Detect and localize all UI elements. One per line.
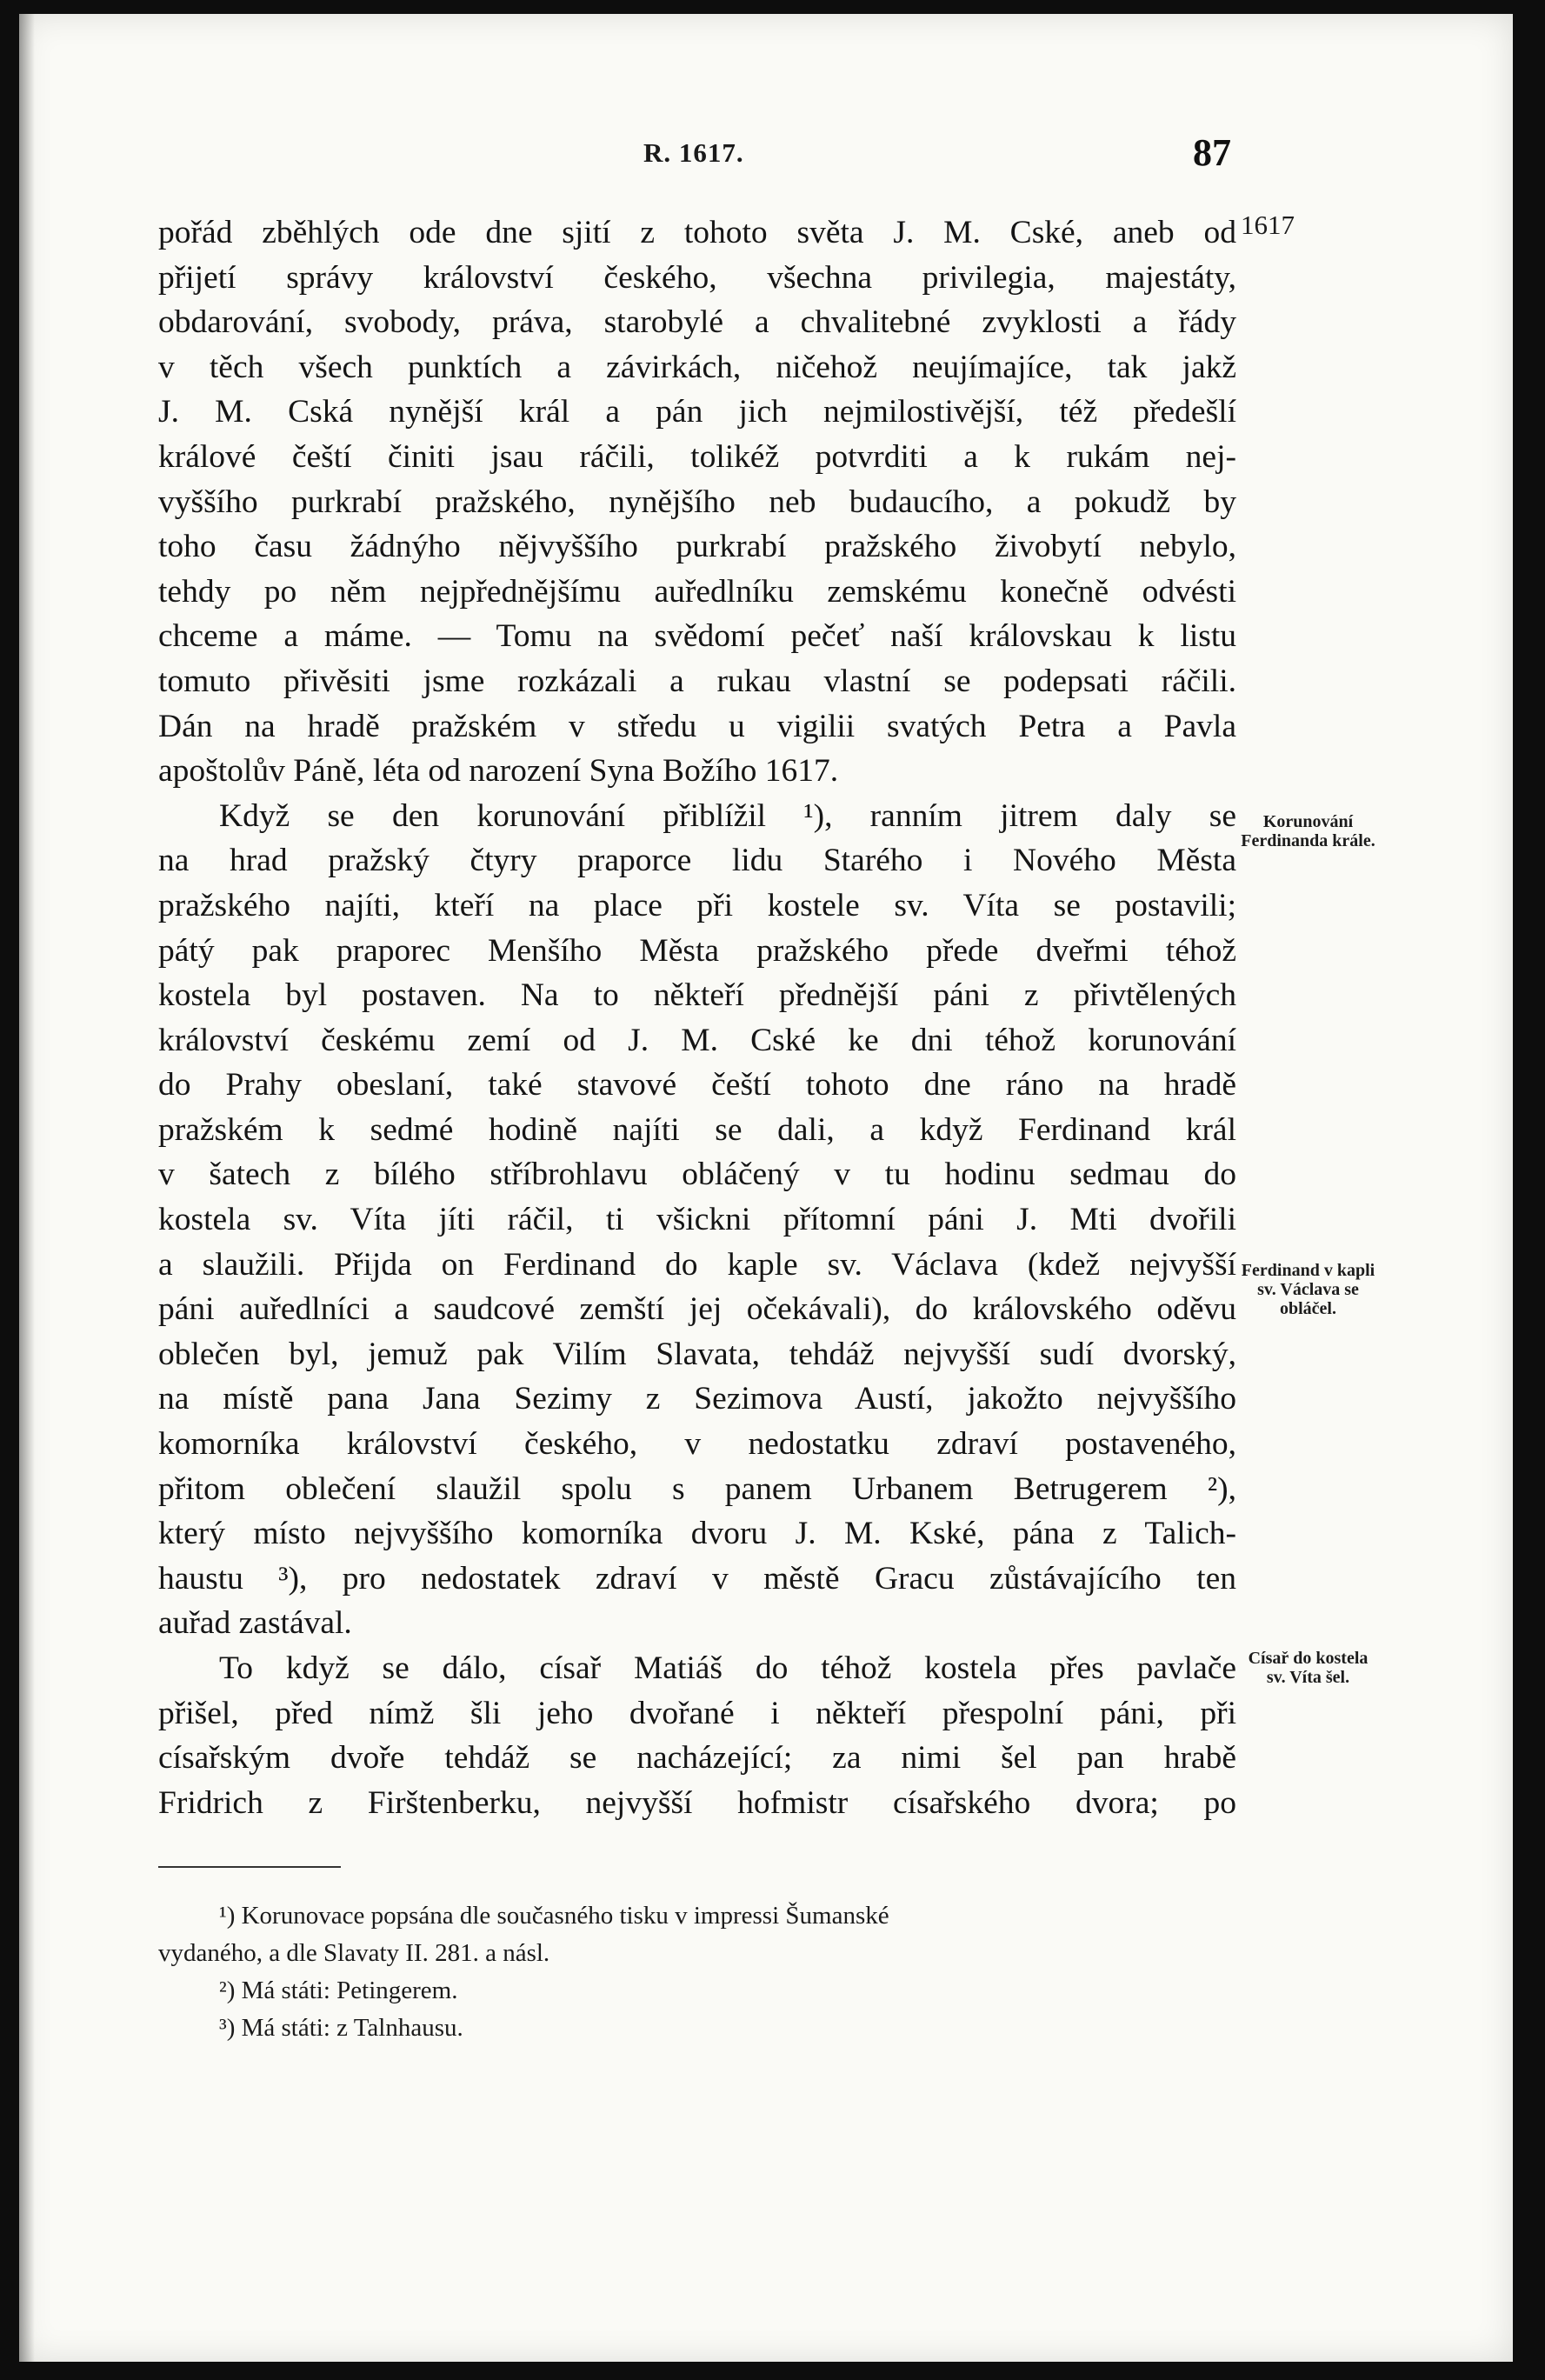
- margin-note-emperor: Císař do kostela sv. Víta šel.: [1248, 1649, 1369, 1687]
- footnotes: [158, 1897, 1236, 2047]
- text-line: Fridrich z Firštenberku, nejvyšší hofmistr císařského dvora; po: [158, 1784, 1236, 1821]
- text-line: v těch všech punktích a závirkách, ničehož neujímajíce, tak jakž: [158, 349, 1236, 385]
- margin-note-coronation: Korunování Ferdinanda krále.: [1241, 812, 1375, 850]
- running-head: R. 1617.: [643, 137, 744, 168]
- text-line: do Prahy obeslaní, také stavové čeští tohoto dne ráno na hradě: [158, 1067, 1236, 1103]
- text-line: J. M. Cská nynější král a pán jich nejmilostivější, též předešlí: [158, 394, 1236, 430]
- text-line: tomuto přivěsiti jsme rozkázali a rukau vlastní se podepsati ráčili.: [158, 663, 1236, 699]
- text-line: toho času žádnýho nějvyššího purkrabí pražského živobytí nebylo,: [158, 529, 1236, 565]
- text-line: pražského najíti, kteří na place při kostele sv. Víta se postavili;: [158, 887, 1236, 923]
- footnote: vydaného, a dle Slavaty II. 281. a násl.: [158, 1939, 550, 1967]
- text-line: páni auředlníci a saudcové zemští jej očekávali), do královského oděvu: [158, 1291, 1236, 1328]
- text-line: Dán na hradě pražském v středu u vigilii svatých Petra a Pavla: [158, 708, 1236, 744]
- text-line: který místo nejvyššího komorníka dvoru J. M. Kské, pána z Talich-: [158, 1516, 1236, 1552]
- text-line: císařským dvoře tehdáž se nacházející; za nimi šel pan hrabě: [158, 1740, 1236, 1777]
- text-line: oblečen byl, jemuž pak Vilím Slavata, tehdáž nejvyšší sudí dvorský,: [158, 1336, 1236, 1372]
- footnote: ³) Má státi: z Talnhausu.: [219, 2014, 463, 2042]
- margin-year: 1617: [1241, 210, 1295, 240]
- text-line: na místě pana Jana Sezimy z Sezimova Austí, jakožto nejvyššího: [158, 1381, 1236, 1417]
- text-line: v šatech z bílého stříbrohlavu obláčený v tu hodinu sedmau do: [158, 1157, 1236, 1193]
- page-header: [19, 127, 1513, 179]
- text-line: pořád zběhlých ode dne sjití z tohoto světa J. M. Cské, aneb od: [158, 215, 1236, 250]
- book-page: [19, 14, 1513, 2362]
- footnote: ¹) Korunovace popsána dle současného tisku v impressi Šumanské: [219, 1902, 889, 1930]
- text-line: království českému zemí od J. M. Cské ke dni téhož korunování: [158, 1022, 1236, 1058]
- text-line: To když se dálo, císař Matiáš do téhož kostela přes pavlače: [219, 1650, 1236, 1686]
- text-line: tehdy po něm nejpřednějšímu auředlníku zemskému konečně odvésti: [158, 573, 1236, 610]
- text-line: a slaužili. Přijda on Ferdinand do kaple sv. Václava (kdež nejvyšší: [158, 1246, 1236, 1283]
- text-line: pražském k sedmé hodině najíti se dali, a když Ferdinand král: [158, 1111, 1236, 1148]
- text-line: přitom oblečení slaužil spolu s panem Urbanem Betrugerem ²),: [158, 1470, 1236, 1507]
- text-line: pátý pak praporec Menšího Města pražského přede dveřmi téhož: [158, 932, 1236, 969]
- text-line: Když se den korunování přiblížil ¹), ranním jitrem daly se: [219, 797, 1236, 834]
- text-line: králové čeští činiti jsau ráčili, tolikéž potvrditi a k rukám nej-: [158, 438, 1236, 475]
- text-line: na hrad pražský čtyry praporce lidu Starého i Nového Města: [158, 843, 1236, 879]
- text-line: přišel, před nímž šli jeho dvořané i někteří přespolní páni, při: [158, 1695, 1236, 1731]
- body-text: [158, 210, 1236, 1825]
- footnote-rule: [158, 1866, 341, 1868]
- text-line: apoštolův Páně, léta od narození Syna Božího 1617.: [158, 753, 839, 790]
- text-line: obdarování, svobody, práva, starobylé a chvalitebné zvyklosti a řády: [158, 304, 1236, 341]
- footnote: ²) Má státi: Petingerem.: [219, 1977, 458, 2004]
- text-line: kostela sv. Víta jíti ráčil, ti všickni přítomní páni J. Mti dvořili: [158, 1202, 1236, 1238]
- text-line: auřad zastával.: [158, 1605, 352, 1642]
- text-line: haustu ³), pro nedostatek zdraví v městě Gracu zůstávajícího ten: [158, 1560, 1236, 1597]
- text-line: kostela byl postaven. Na to někteří přednější páni z přivtělených: [158, 977, 1236, 1014]
- text-line: chceme a máme. — Tomu na svědomí pečeť naší královskau k listu: [158, 618, 1236, 655]
- text-line: vyššího purkrabí pražského, nynějšího neb budaucího, a pokudž by: [158, 483, 1236, 520]
- page-number: 87: [1193, 131, 1231, 174]
- text-line: komorníka království českého, v nedostatku zdraví postaveného,: [158, 1426, 1236, 1463]
- margin-note-dressed: Ferdinand v kapli sv. Václava se obláčel.: [1241, 1261, 1375, 1318]
- text-line: přijetí správy království českého, všechna privilegia, majestáty,: [158, 259, 1236, 296]
